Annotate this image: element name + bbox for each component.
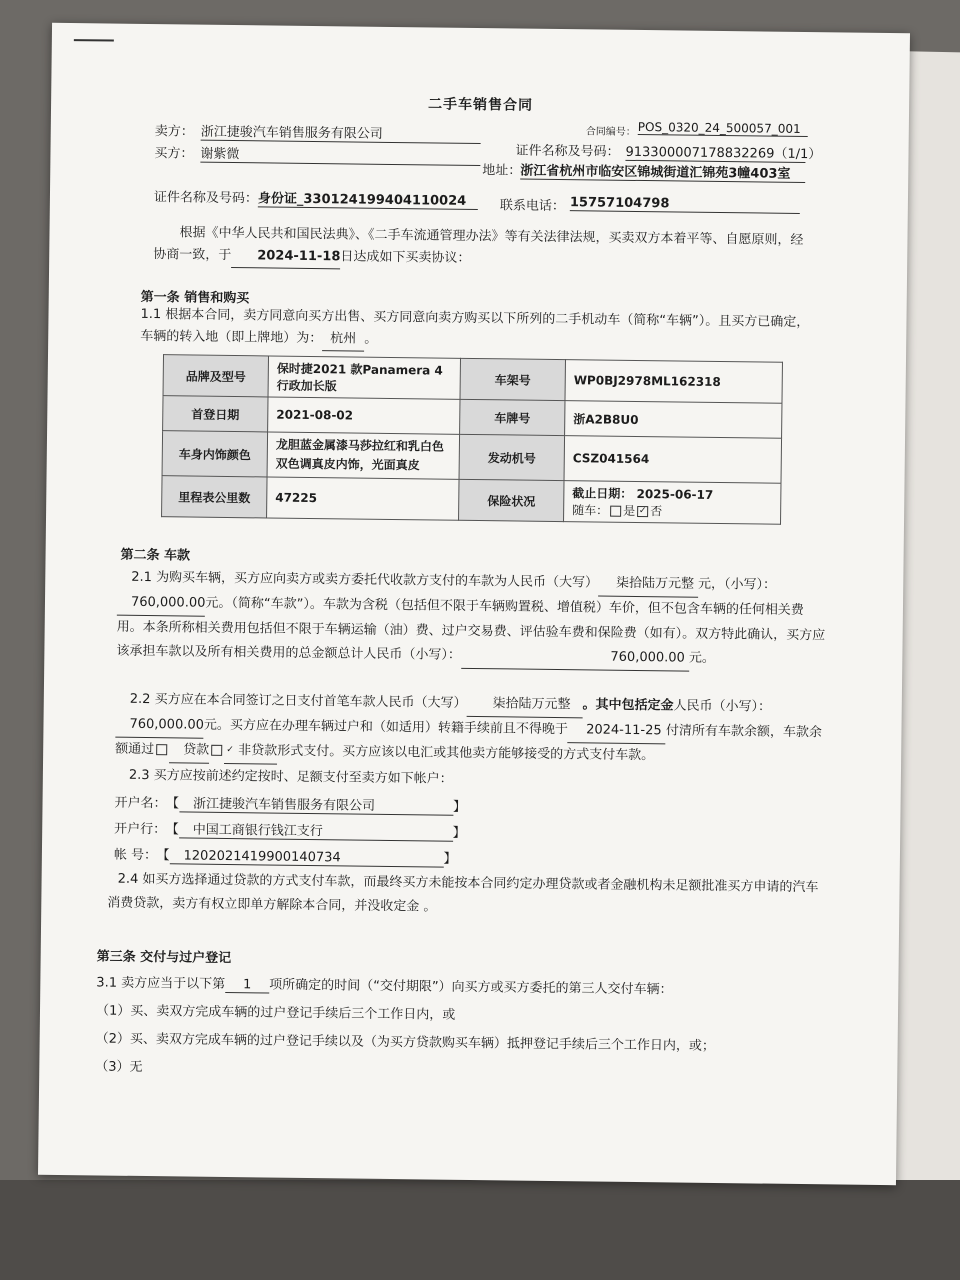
pen-mark (74, 39, 114, 41)
intro-text: 根据《中华人民共和国民法典》、《二手车流通管理办法》等有关法律法规，买卖双方本着平等、自愿原则，经 (179, 225, 804, 248)
p22-deposit-text: 。其中包括定金 (582, 697, 674, 714)
id-label-buyer: 证件名称及号码： (153, 190, 259, 207)
table-label: 里程表公里数 (162, 476, 267, 518)
account-name-label: 开户名： (114, 795, 167, 812)
table-label: 首登日期 (163, 396, 268, 432)
p21-text: 2.1 为购买车辆，买方应向卖方或卖方委托代收款方支付的车款为人民币（大写） (131, 569, 599, 591)
table-row (162, 431, 782, 484)
section1-paragraph (140, 304, 810, 357)
insurance-cell (564, 481, 781, 525)
section2-1-paragraph (116, 566, 827, 674)
account-number-row (114, 844, 457, 868)
price-upper: 柒拾陆万元整 (598, 572, 698, 598)
section3-heading: 第三条 交付与过户登记 (96, 949, 232, 967)
p22-text-4: 付清所有车款余额，车款余额通过 (115, 723, 823, 758)
table-value: 保时捷2021 款Panamera 4 行政加长版 (268, 356, 460, 399)
table-value: 龙胆蓝金属漆马莎拉红和乳白色双色调真皮内饰，光面真皮 (267, 432, 460, 479)
account-bank: 中国工商银行钱江支行 (179, 818, 453, 841)
delivery-option-1: （1）买、卖双方完成车辆的过户登记手续后三个工作日内，或 (95, 1003, 456, 1023)
table-label: 车架号 (460, 358, 565, 400)
p22-text-5: 形式支付。买方应该以电汇或其他卖方能够接受的方式支付车款。 (277, 743, 655, 764)
bracket: 【 (172, 796, 180, 812)
address: 浙江省杭州市临安区锦城街道汇锦苑3幢403室 (520, 160, 805, 183)
section1-text-2: 定，车辆的转入地（即上牌地）为： (140, 314, 810, 347)
buyer-label: 买方： (154, 146, 194, 162)
buyer-name: 谢紫微 (200, 143, 480, 166)
price-amount: 760,000.00 (117, 591, 206, 617)
account-bank-label: 开户行： (114, 821, 167, 838)
section1-heading: 第一条 销售和购买 (140, 289, 250, 307)
delivery-option-2: （2）买、卖双方完成车辆的过户登记手续以及（为买方贷款购买车辆）抵押登记手续后三个工作日内，或； (95, 1031, 715, 1054)
id-value-buyer: 身份证_330124199404110024 (258, 187, 478, 210)
p22-text-3: 元。买方应在办理车辆过户和（如适用）转籍手续前且不得晚于 (203, 717, 569, 738)
account-name: 浙江捷骏汽车销售服务有限公司 (179, 792, 453, 815)
no-label: 否 (650, 504, 663, 519)
table-label: 品牌及型号 (163, 355, 268, 397)
bracket: 】 (452, 799, 467, 815)
seller-name: 浙江捷骏汽车销售服务有限公司 (201, 121, 481, 144)
section2-heading: 第二条 车款 (120, 547, 191, 564)
intro-text-2: 协商一致，于 (153, 247, 232, 264)
contract-no: POS_0320_24_500057_001 (638, 120, 808, 137)
table-value: 47225 (267, 477, 459, 520)
first-payment-upper: 柒拾陆万元整 (466, 692, 582, 718)
table-label: 保险状况 (459, 479, 564, 521)
intro-paragraph (153, 222, 814, 275)
table-value: 浙A2B8U0 (565, 401, 782, 439)
phone: 15757104798 (570, 195, 800, 214)
bracket: 【 (172, 822, 179, 838)
insurance-expiry: 截止日期： 2025-06-17 (572, 486, 714, 502)
p22-text: 2.2 买方应在本合同签订之日支付首笔车款人民币（大写） (129, 691, 467, 711)
section2-4-paragraph: 2.4 如买方选择通过贷款的方式支付车款，而最终买方未能按本合同约定办理贷款或者金融机构未足额批准买方申请的汽车消费贷款，卖方有权立即单方解除本合同，并没收定金 。 (107, 871, 819, 915)
table-row (162, 476, 781, 525)
address-label: 地址： (482, 163, 522, 179)
yes-label: 是 (623, 503, 636, 518)
table-label: 车身内饰颜色 (162, 431, 268, 477)
with-car-label: 随车： (572, 503, 609, 518)
contract-no-label: 合同编号： (585, 126, 636, 138)
p31-text-2: 项所确定的时间（“交付期限”）向买方或买方委托的第三人交付车辆： (269, 977, 673, 998)
table-value: WP0BJ2978ML162318 (565, 360, 782, 404)
non-loan-option: 非贷款 (224, 739, 277, 765)
section1-text: 1.1 根据本合同，卖方同意向买方出售、买方同意向卖方购买以下所列的二手机动车（简称“车辆”）。且买方已确 (140, 306, 784, 330)
payment-deadline: 2024-11-25 (568, 718, 666, 744)
phone-label: 联系电话： (499, 198, 565, 215)
p31-text: 3.1 卖方应当于以下第 (96, 975, 226, 992)
p22-text-2: 人民币（小写）： (673, 698, 772, 715)
checked-checkbox-icon: ✓ (211, 745, 222, 756)
contract-page (38, 23, 910, 1185)
page-title: 二手车销售合同 (428, 96, 534, 114)
first-payment-amount: 760,000.00 (115, 713, 204, 739)
delivery-option-3: （3）无 (95, 1059, 143, 1075)
intro-text-3: 日达成如下买卖协议： (340, 249, 471, 266)
total-amount: 760,000.00 (461, 644, 689, 672)
agreement-date: 2024-11-18 (231, 245, 340, 269)
checked-checkbox-icon: ✓ (638, 506, 647, 517)
checkbox-icon (610, 506, 621, 517)
table-value: 2021-08-02 (268, 397, 460, 434)
bracket: 】 (452, 825, 466, 841)
account-number: 1202021419900140734 (169, 848, 443, 867)
bracket: 】 (443, 851, 457, 867)
table-label: 车牌号 (460, 399, 565, 435)
section3-1-line (96, 971, 672, 998)
section2-2-paragraph (115, 688, 826, 772)
id-value-seller: 913300007178832269（1/1） (625, 141, 805, 163)
table-label: 发动机号 (459, 434, 565, 480)
account-number-label: 帐 号： (113, 847, 158, 864)
p21-text-3: 元。（简称“车款”）。车款为含税（包括但不限于车辆购置税、增值税）车价，但不包含车辆的任何相关费用。本条所称相关费用包括但不限于车辆运输（油）费、过户交易费、评估验车费和保险费（如有）。双方特此确认，买方应该承担车款以及所有相关费用的总金额总计人民币（小写）： (116, 595, 826, 663)
p21-text-4: 元。 (688, 650, 715, 666)
account-name-row (114, 792, 466, 816)
p21-text-2: 元，（小写）： (697, 576, 777, 593)
account-bank-row (114, 818, 466, 842)
delivery-option-number: 1 (225, 977, 269, 994)
loan-option: 贷款 (169, 738, 209, 763)
background-desk (0, 1180, 960, 1280)
bracket: 【 (162, 848, 170, 864)
checkbox-icon (156, 744, 167, 755)
table-value: CSZ041564 (564, 436, 782, 484)
insurance-with-car (572, 501, 772, 520)
id-label-seller: 证件名称及号码： (515, 143, 620, 160)
transfer-city: 杭州 (322, 328, 364, 352)
seller-label: 卖方： (154, 124, 194, 140)
p23-text: 2.3 买方应按前述约定按时、足额支付至卖方如下帐户： (128, 767, 453, 787)
vehicle-table (161, 354, 783, 525)
section1-text-3: 。 (364, 331, 378, 347)
